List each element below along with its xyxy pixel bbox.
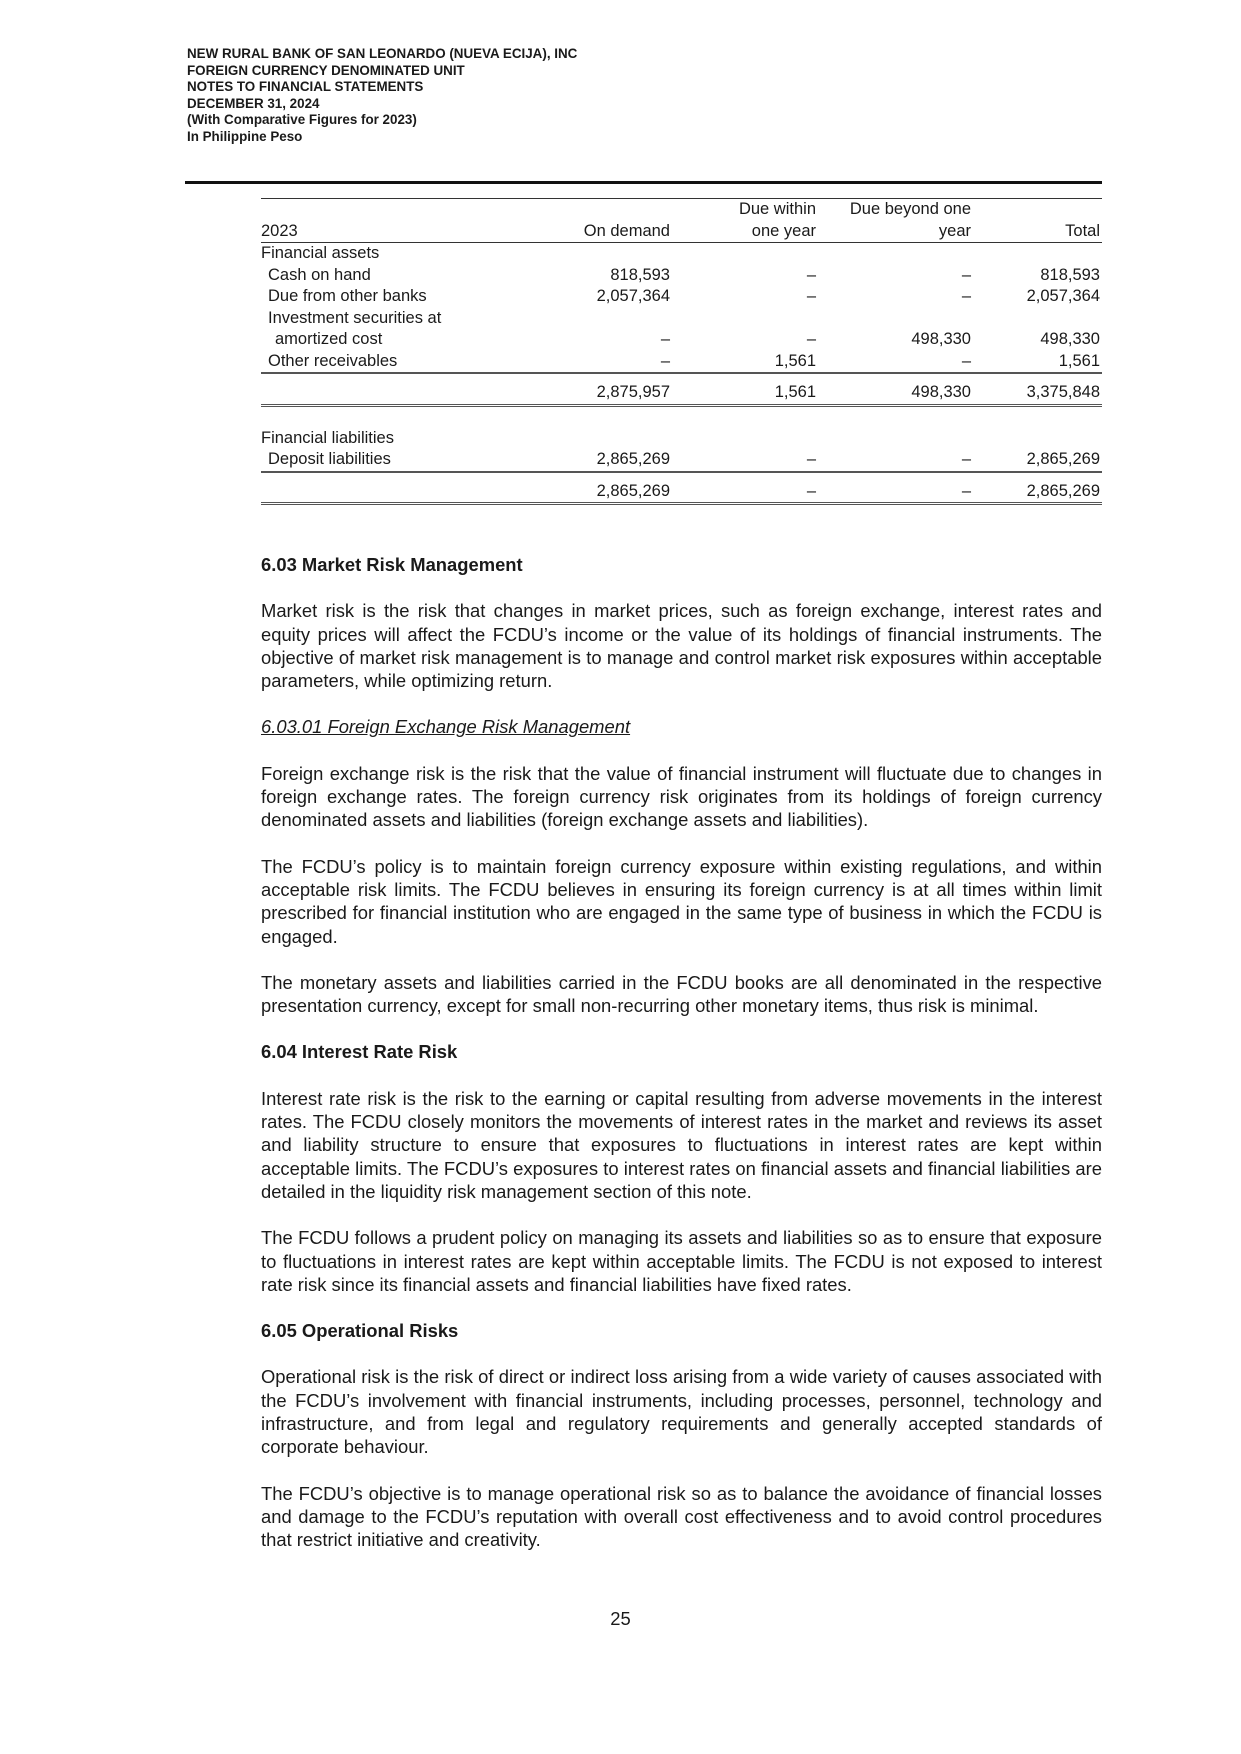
comparative-note: (With Comparative Figures for 2023) (187, 112, 417, 128)
row-label: Due from other banks (268, 287, 427, 305)
total-beyond: 498,330 (826, 382, 981, 405)
col-header-total: Total (981, 221, 1102, 243)
table-row (261, 329, 1102, 351)
row-label: Investment securities at (268, 308, 442, 327)
company-name: NEW RURAL BANK OF SAN LEONARDO (NUEVA ECIJA), INC (187, 46, 578, 61)
liabilities-heading: Financial liabilities (261, 428, 394, 447)
table-row (261, 449, 1102, 472)
col-header-due-beyond-l2: year (826, 221, 981, 243)
cell-total: 2,057,364 (1026, 287, 1100, 305)
assets-heading: Financial assets (261, 244, 380, 262)
col-header-due-within-l2: one year (680, 221, 826, 243)
subsection-title-fx-risk: 6.03.01 Foreign Exchange Risk Management (261, 716, 631, 738)
cell-beyond: – (826, 449, 981, 472)
maturity-table (261, 199, 1102, 505)
cell-beyond: – (961, 265, 971, 284)
page-number: 25 (610, 1608, 631, 1629)
cell-within: – (680, 449, 826, 472)
cell-within: – (806, 265, 816, 284)
cell-total: 2,865,269 (981, 449, 1102, 472)
col-header-due-within-l1: Due within (738, 200, 816, 218)
statement-date: DECEMBER 31, 2024 (187, 95, 320, 111)
paragraph: Interest rate risk is the risk to the earning or capital resulting from adverse movements in the interest rates. The FCDU closely monitors the movements of interest rates in the market and reviews its asset and liability structure to ensure that exposures to fluctuations in interest rates are kept within acceptable limits. The FCDU’s exposures to interest rates on financial assets and financial liabilities are detailed in the liquidity risk management section of this note. (261, 1087, 1102, 1202)
section-title-interest-rate: 6.04 Interest Rate Risk (261, 1041, 458, 1063)
cell-total: 818,593 (1040, 265, 1100, 284)
document-title: NOTES TO FINANCIAL STATEMENTS (187, 79, 424, 95)
cell-on-demand: – (529, 351, 680, 374)
column-header-row-1 (261, 199, 1102, 221)
cell-within: – (806, 330, 816, 348)
assets-heading-row (261, 243, 1102, 265)
section-title-operational: 6.05 Operational Risks (261, 1320, 459, 1342)
row-label-continued: amortized cost (275, 330, 383, 348)
paragraph: The FCDU’s objective is to manage operational risk so as to balance the avoidance of financial losses and damage to the FCDU’s reputation with overall cost effectiveness and to avoid control procedures that restrict initiative and creativity. (261, 1482, 1102, 1551)
cell-on-demand: 818,593 (610, 265, 670, 284)
notes-body (261, 553, 1102, 1552)
liabilities-heading-row (261, 428, 1102, 450)
total-beyond: – (826, 481, 981, 504)
year-label: 2023 (261, 221, 529, 243)
cell-beyond: – (961, 287, 971, 305)
currency-note: In Philippine Peso (187, 128, 303, 144)
row-label: Other receivables (261, 351, 529, 374)
row-label: Cash on hand (268, 265, 371, 284)
row-label: Deposit liabilities (261, 449, 529, 472)
cell-on-demand: 2,057,364 (596, 287, 670, 305)
document-header (187, 46, 577, 146)
total-on-demand: 2,865,269 (529, 481, 680, 504)
cell-within: – (806, 287, 816, 305)
total-total: 2,865,269 (981, 481, 1102, 504)
table-row (261, 308, 1102, 330)
cell-total: 498,330 (1040, 330, 1100, 348)
cell-on-demand: 2,865,269 (529, 449, 680, 472)
header-divider (185, 181, 1102, 184)
col-header-due-beyond-l1: Due beyond one (849, 200, 971, 218)
table-row (261, 265, 1102, 287)
paragraph: Market risk is the risk that changes in market prices, such as foreign exchange, interest rates and equity prices will affect the FCDU’s income or the value of its holdings of financial instruments. The objective of market risk management is to manage and control market risk exposures within acceptable parameters, while optimizing return. (261, 600, 1102, 692)
total-within: 1,561 (680, 382, 826, 405)
liabilities-total-row (261, 481, 1102, 504)
cell-beyond: 498,330 (911, 330, 971, 348)
section-title-market-risk: 6.03 Market Risk Management (261, 554, 523, 575)
paragraph: Foreign exchange risk is the risk that the value of financial instrument will fluctuate due to changes in foreign exchange rates. The foreign currency risk originates from its holdings of foreign currency denominated assets and liabilities (foreign exchange assets and liabilities). (261, 762, 1102, 831)
cell-total: 1,561 (981, 351, 1102, 374)
paragraph: Operational risk is the risk of direct or indirect loss arising from a wide variety of causes associated with the FCDU’s involvement with financial instruments, including processes, personnel, technology and infrastructure, and from legal and regulatory requirements and generally accepted standards of corporate behaviour. (261, 1366, 1102, 1458)
paragraph: The monetary assets and liabilities carried in the FCDU books are all denominated in the respective presentation currency, except for small non-recurring other monetary items, thus risk is minimal. (261, 971, 1102, 1017)
total-on-demand: 2,875,957 (529, 382, 680, 405)
maturity-table-container (261, 198, 1102, 505)
column-header-row-2 (261, 221, 1102, 243)
unit-name: FOREIGN CURRENCY DENOMINATED UNIT (187, 62, 465, 78)
table-row (261, 286, 1102, 308)
assets-total-row (261, 382, 1102, 405)
col-header-on-demand: On demand (529, 221, 680, 243)
cell-beyond: – (826, 351, 981, 374)
cell-on-demand: – (660, 330, 670, 348)
cell-within: 1,561 (680, 351, 826, 374)
total-within: – (680, 481, 826, 504)
total-total: 3,375,848 (981, 382, 1102, 405)
paragraph: The FCDU’s policy is to maintain foreign currency exposure within existing regulations, and within acceptable risk limits. The FCDU believes in ensuring its foreign currency is at all times within limit prescribed for financial institution who are engaged in the same type of business in which the FCDU is engaged. (261, 855, 1102, 947)
paragraph: The FCDU follows a prudent policy on managing its assets and liabilities so as to ensure that exposure to fluctuations in interest rates are kept within acceptable limits. The FCDU is not exposed to interest rate risk since its financial assets and financial liabilities have fixed rates. (261, 1227, 1102, 1295)
table-row (261, 351, 1102, 374)
